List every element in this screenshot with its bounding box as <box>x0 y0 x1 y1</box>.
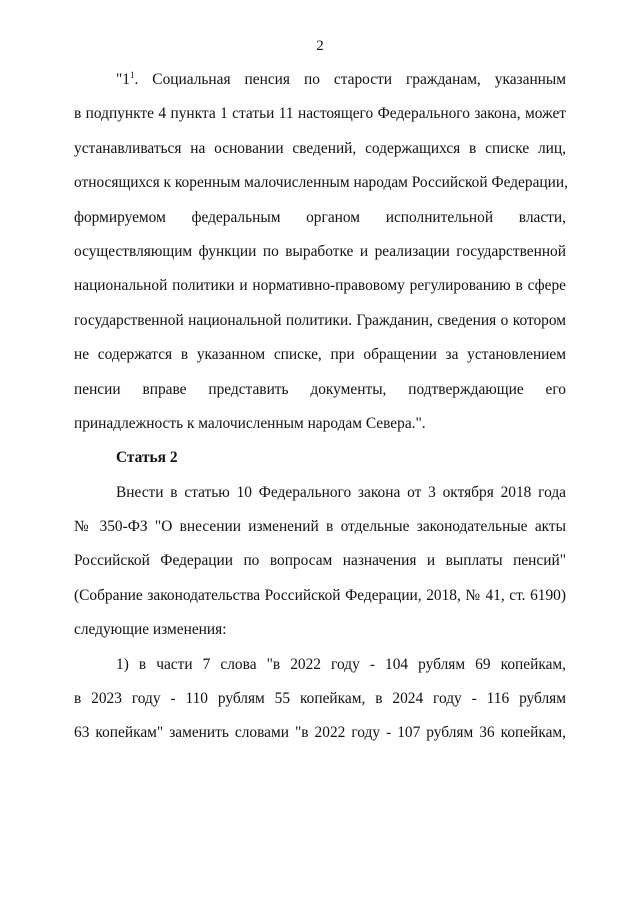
text-line: 1) в части 7 слова "в 2022 году - 104 рублям 69 копейкам, <box>116 655 566 673</box>
text-line: относящихся к коренным малочисленным народам Российской Федерации, <box>74 174 568 192</box>
text-line: осуществляющим функции по выработке и реализации государственной <box>74 242 566 260</box>
text-line: в подпункте 4 пункта 1 статьи 11 настоящего Федерального закона, может <box>74 105 566 123</box>
text-line: пенсии вправе представить документы, подтверждающие его <box>74 380 566 398</box>
text-line: Российской Федерации по вопросам назначения и выплаты пенсий" <box>74 552 566 570</box>
text-line: "$1^1$. Социальная пенсия по старости гражданам, указанным <box>116 70 566 88</box>
paragraph-article-2 <box>74 476 566 648</box>
text-line: государственной национальной политики. Гражданин, сведения о котором <box>74 311 566 329</box>
paragraph-item-1 <box>74 648 566 751</box>
text-line: национальной политики и нормативно-правовому регулированию в сфере <box>74 277 566 295</box>
text-line: устанавливаться на основании сведений, содержащихся в списке лиц, <box>74 139 566 157</box>
text-line: принадлежность к малочисленным народам Севера.". <box>74 414 426 432</box>
page-number: 2 <box>316 38 324 54</box>
article-heading: Статья 2 <box>116 449 178 467</box>
text-line: (Собрание законодательства Российской Федерации, 2018, № 41, ст. 6190) <box>74 586 566 604</box>
text-line: в 2023 году - 110 рублям 55 копейкам, в 2024 году - 116 рублям <box>74 690 566 708</box>
text-line: 63 копейкам" заменить словами "в 2022 году - 107 рублям 36 копейкам, <box>74 724 566 742</box>
document-body <box>74 63 566 751</box>
text-line: формируемом федеральным органом исполнительной власти, <box>74 208 566 226</box>
text-line: № 350-ФЗ "О внесении изменений в отдельные законодательные акты <box>74 518 566 536</box>
text-line: следующие изменения: <box>74 621 227 639</box>
text-line: Внести в статью 10 Федерального закона от 3 октября 2018 года <box>116 483 566 501</box>
superscript: 1 <box>129 70 135 80</box>
text-line: не содержатся в указанном списке, при обращении за установлением <box>74 346 566 364</box>
paragraph-social-pension <box>74 63 566 441</box>
